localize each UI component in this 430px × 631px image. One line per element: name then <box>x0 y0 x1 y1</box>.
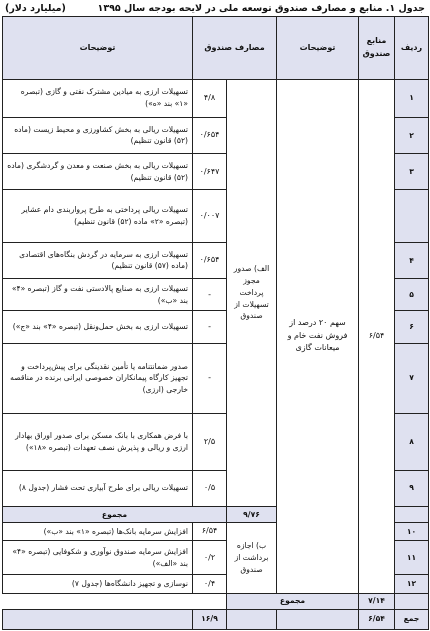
use-description: افزایش سرمایه صندوق نوآوری و شکوفایی (تبصره «۴» بند «الف») <box>3 541 193 575</box>
use-value: ۰/۵ <box>193 470 227 506</box>
header-uses-desc: توضیحات <box>3 17 193 80</box>
total-source-value: ۶/۵۴ <box>359 609 395 629</box>
use-description: تسهیلات ارزی به بخش حمل‌ونقل (تبصره «۴» بند «ج») <box>3 311 193 343</box>
row-number <box>395 190 429 242</box>
use-description: افزایش سرمایه بانک‌ها (تبصره «۱» بند «ب») <box>3 523 193 541</box>
source-value: ۶/۵۴ <box>359 79 395 593</box>
total-spacer <box>227 609 277 629</box>
use-description: تسهیلات ریالی برای طرح آبیاری تحت فشار (جدول ۸) <box>3 470 193 506</box>
subtotal-a-label: مجموع <box>3 506 227 522</box>
subtotal-b-label: مجموع <box>227 593 359 609</box>
total-row <box>3 609 429 629</box>
use-value: ۰/۰۰۷ <box>193 190 227 242</box>
total-source-desc <box>277 609 359 629</box>
table-row <box>3 79 429 117</box>
total-uses-value: ۱۶/۹ <box>193 609 227 629</box>
header-sources: منابع صندوق <box>359 17 395 80</box>
use-description: تسهیلات ریالی پرداختی به طرح پرواربندی دام عشایر (تبصره «۲» ماده (۵۲) قانون تنظیم) <box>3 190 193 242</box>
row-number <box>395 593 429 609</box>
total-uses-desc <box>3 609 193 629</box>
use-value: ۰/۴ <box>193 575 227 593</box>
table-caption <box>0 0 430 16</box>
row-number: ۹ <box>395 470 429 506</box>
use-value: - <box>193 311 227 343</box>
subtotal-b-value: ۷/۱۴ <box>359 593 395 609</box>
row-number <box>395 506 429 522</box>
group-a-label: الف) صدور مجوز پرداخت تسهیلات از صندوق <box>227 79 277 506</box>
use-value: ۰/۲ <box>193 541 227 575</box>
group-b-label: ب) اجازه برداشت از صندوق <box>227 523 277 594</box>
row-number: ۱۲ <box>395 575 429 593</box>
total-label: جمع <box>395 609 429 629</box>
use-value: - <box>193 279 227 311</box>
use-value: ۶/۵۴ <box>193 523 227 541</box>
use-description: با فرض همکاری با بانک مسکن برای صدور اوراق بهادار ارزی و ریالی و پذیرش نصف تعهدات (تبصره «۱۸») <box>3 414 193 470</box>
row-number: ۱۰ <box>395 523 429 541</box>
row-number: ۸ <box>395 414 429 470</box>
subtotal-row-b <box>3 593 429 609</box>
row-number: ۱ <box>395 79 429 117</box>
header-uses: مصارف صندوق <box>193 17 277 80</box>
use-description: تسهیلات ارزی به سرمایه در گردش بنگاه‌های اقتصادی (ماده (۵۷) قانون تنظیم) <box>3 242 193 278</box>
use-value: ۴/۸ <box>193 79 227 117</box>
row-number: ۶ <box>395 311 429 343</box>
budget-table-wrapper <box>2 16 428 630</box>
use-value: - <box>193 343 227 414</box>
use-description: تسهیلات ارزی به صنایع پالادستی نفت و گاز (تبصره «۴» بند «ب») <box>3 279 193 311</box>
row-number: ۵ <box>395 279 429 311</box>
row-number: ۴ <box>395 242 429 278</box>
use-value: ۰/۶۵۴ <box>193 117 227 153</box>
table-title: جدول ۱. منابع و مصارف صندوق توسعه ملی در لایحه بودجه سال ۱۳۹۵ <box>97 2 425 14</box>
use-description: صدور ضمانتنامه یا تأمین نقدینگی برای پیش‌پرداخت و تجهیز کارگاه پیمانکاران خصوصی ایرانی برنده در مناقصه خارجی (ارزی) <box>3 343 193 414</box>
use-value: ۲/۵ <box>193 414 227 470</box>
row-number: ۲ <box>395 117 429 153</box>
use-description: نوسازی و تجهیز دانشگاه‌ها (جدول ۷) <box>3 575 193 593</box>
header-row-number: ردیف <box>395 17 429 80</box>
header-row <box>3 17 429 80</box>
header-sources-desc: توضیحات <box>277 17 359 80</box>
use-value: ۰/۶۵۴ <box>193 242 227 278</box>
source-description: سهم ۲۰ درصد از فروش نفت خام و میعانات گازی <box>277 79 359 593</box>
row-number: ۱۱ <box>395 541 429 575</box>
unit-label: (میلیارد دلار) <box>5 2 66 14</box>
use-description: تسهیلات ریالی به بخش صنعت و معدن و گردشگری (ماده (۵۲) قانون تنظیم) <box>3 154 193 190</box>
use-description: تسهیلات ریالی به بخش کشاورزی و محیط زیست (ماده (۵۲) قانون تنظیم) <box>3 117 193 153</box>
row-number: ۳ <box>395 154 429 190</box>
use-value: ۰/۶۴۷ <box>193 154 227 190</box>
row-number: ۷ <box>395 343 429 414</box>
use-description: تسهیلات ارزی به میادین مشترک نفتی و گازی (تبصره «۱» بند «ه») <box>3 79 193 117</box>
budget-table <box>2 16 429 630</box>
subtotal-a-value: ۹/۷۶ <box>227 506 277 522</box>
